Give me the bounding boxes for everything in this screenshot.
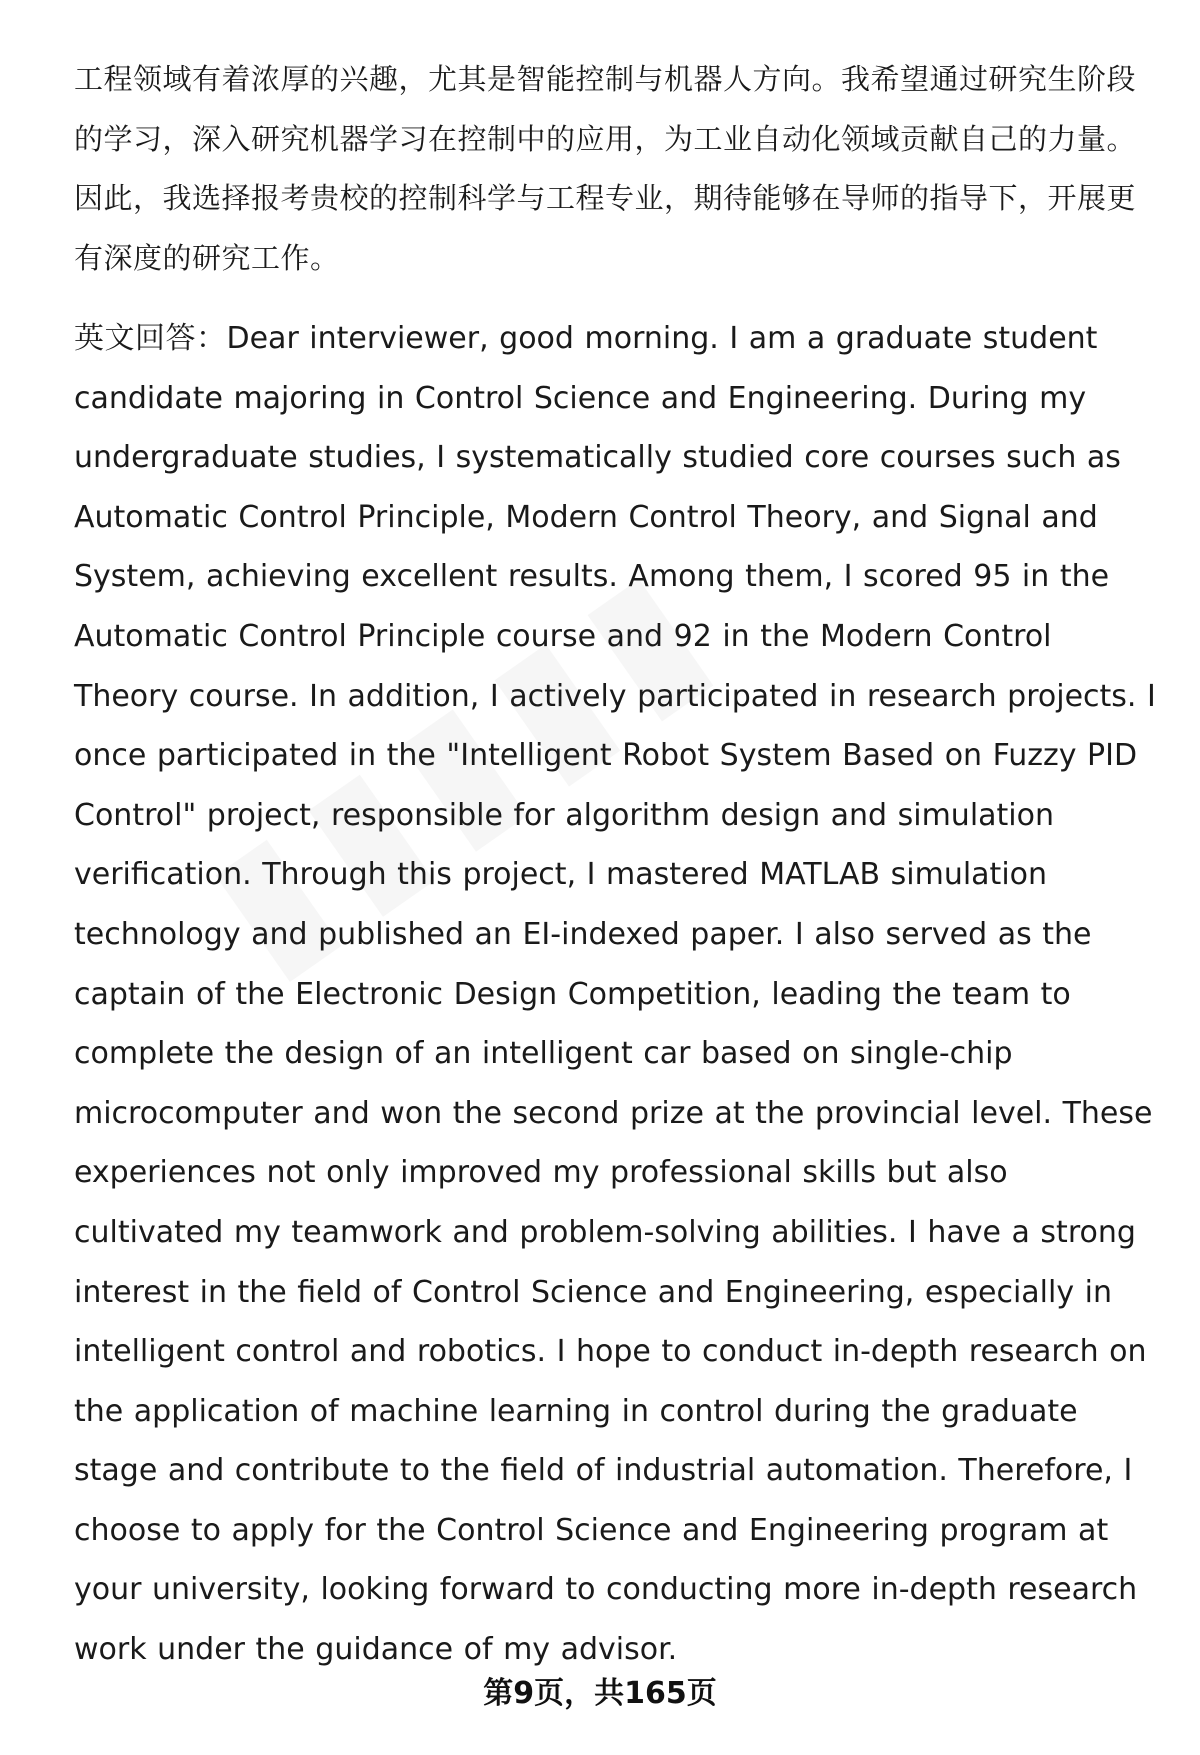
english-answer-text: Dear interviewer, good morning. I am a graduate student candidate majoring in Control Science and Engineering. During my undergraduate studies, I systematically studied core courses such as Automatic Control Principle, Modern Control Theory, and Signal and System, achieving excellent results. Among them, I scored 95 in the Automatic Control Principle course and 92 in the Modern Control Theory course. In addition, I actively participated in research projects. I once participated in the "Intelligent Robot System Based on Fuzzy PID Control" project, responsible for algorithm design and simulation verification. Through this project, I mastered MATLAB simulation technology and published an EI-indexed paper. I also served as the captain of the Electronic Design Competition, leading the team to complete the design of an intelligent car based on single-chip microcomputer and won the second prize at the provincial level. These experiences not only improved my professional skills but also cultivated my teamwork and problem-solving abilities. I have a strong interest in the field of Control Science and Engineering, especially in intelligent control and robotics. I hope to conduct in-depth research on the application of machine learning in control during the graduate stage and contribute to the field of industrial automation. Therefore, I choose to apply for the Control Science and Engineering program at your university, looking forward to conducting more in-depth research work under the guidance of my advisor. bbox=[74, 321, 1156, 1668]
page-number-footer: 第9页，共165页 bbox=[483, 1676, 717, 1711]
chinese-paragraph: 工程领域有着浓厚的兴趣，尤其是智能控制与机器人方向。我希望通过研究生阶段的学习，深入研究机器学习在控制中的应用，为工业自动化领域贡献自己的力量。因此，我选择报考贵校的控制科学与工程专业，期待能够在导师的指导下，开展更有深度的研究工作。 bbox=[74, 62, 1137, 275]
english-answer-paragraph bbox=[74, 309, 1164, 1680]
document-body bbox=[74, 50, 1164, 1680]
english-answer-label: 英文回答： bbox=[74, 321, 227, 356]
